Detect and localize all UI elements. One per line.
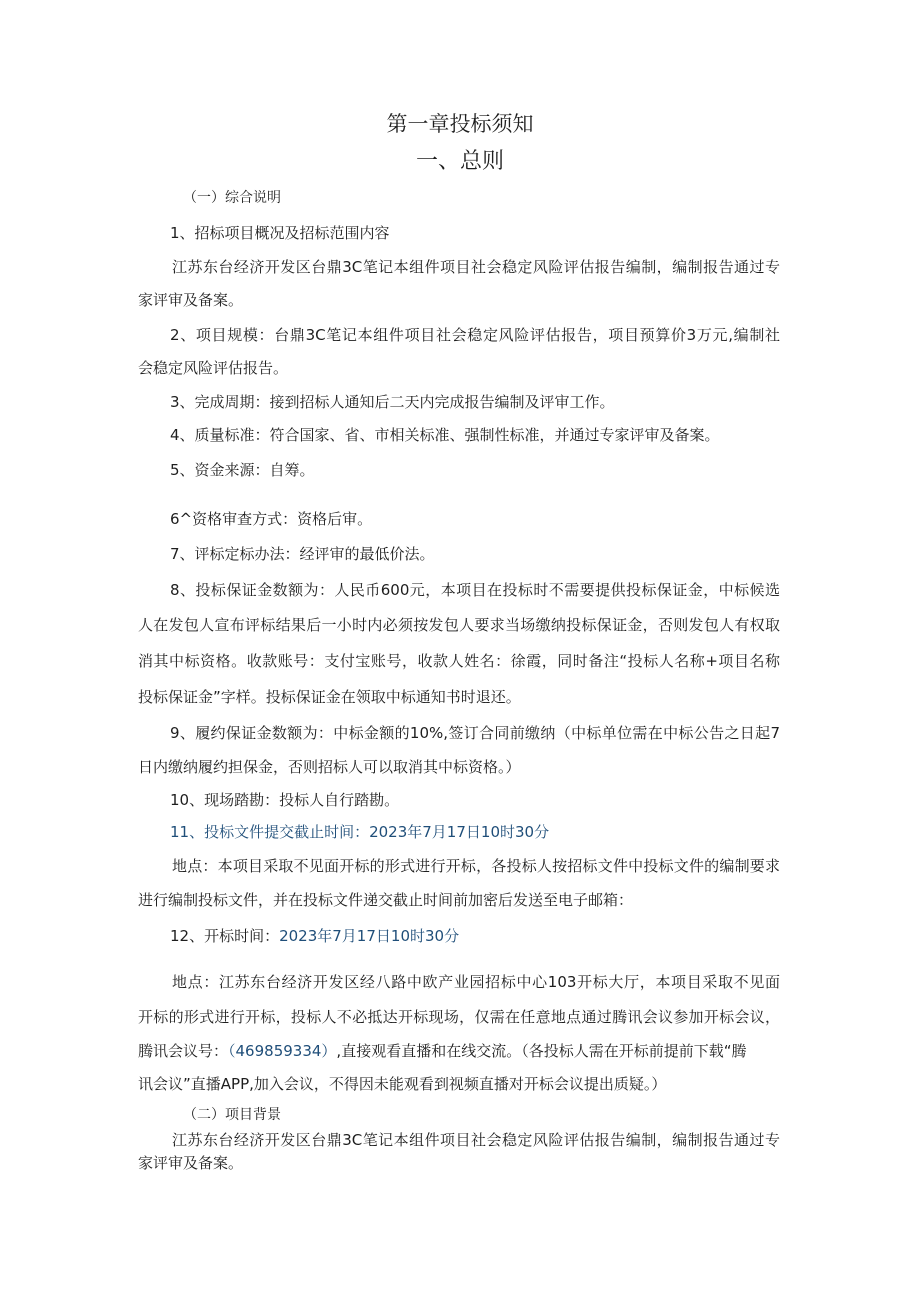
item1-heading: 1、招标项目概况及招标范围内容: [170, 224, 390, 242]
item10: 10、现场踏勘：投标人自行踏勘。: [170, 791, 400, 809]
item2-line2: 会稳定风险评估报告。: [138, 359, 289, 377]
item1-body-line2: 家评审及备案。: [138, 291, 244, 309]
item11-place-line1: 地点：本项目采取不见面开标的形式进行开标，各投标人按招标文件中投标文件的编制要求: [172, 857, 780, 875]
item6: 6^资格审查方式：资格后审。: [170, 510, 373, 528]
sub2-heading: （二）项目背景: [183, 1107, 281, 1123]
item12-place-line4: 讯会议”直播APP,加入会议，不得因未能观看到视频直播对开标会议提出质疑。）: [138, 1075, 667, 1093]
item12-line: [170, 926, 459, 946]
item8-line2: 人在发包人宣布评标结果后一小时内必须按发包人要求当场缴纳投标保证金，否则发包人有权取: [138, 616, 780, 634]
item11-line: [170, 822, 549, 842]
item9-line2: 日内缴纳履约担保金，否则招标人可以取消其中标资格。）: [138, 758, 521, 776]
item8-line4: 投标保证金”字样。投标保证金在领取中标通知书时退还。: [138, 688, 521, 706]
item7: 7、评标定标办法：经评审的最低价法。: [170, 545, 435, 563]
sub1-heading: （一）综合说明: [183, 190, 281, 206]
item9-line1: 9、履约保证金数额为：中标金额的10%,签订合同前缴纳（中标单位需在中标公告之日起7: [170, 724, 780, 742]
background-line2: 家评审及备案。: [138, 1154, 244, 1172]
background-line1: 江苏东台经济开发区台鼎3C笔记本组件项目社会稳定风险评估报告编制，编制报告通过专: [172, 1131, 780, 1149]
item12-place-line2: 开标的形式进行开标，投标人不必抵达开标现场，仅需在任意地点通过腾讯会议参加开标会议，: [138, 1008, 780, 1026]
meeting-number: （469859334）: [228, 1042, 337, 1060]
item12-prefix: 12、开标时间：: [170, 927, 280, 945]
item8-line3: 消其中标资格。收款账号：支付宝账号，收款人姓名：徐霞，同时备注“投标人名称+项目名称: [138, 652, 780, 670]
meeting-label: 腾讯会议号：: [138, 1042, 229, 1060]
meeting-note: ,直接观看直播和在线交流。（各投标人需在开标前提前下载“腾: [336, 1042, 747, 1060]
item11-place-line2: 进行编制投标文件，并在投标文件递交截止时间前加密后发送至电子邮箱：: [138, 891, 634, 909]
item11-deadline: 2023年7月17日10时30分: [369, 823, 550, 841]
item8-line1: 8、投标保证金数额为：人民币600元，本项目在投标时不需要提供投标保证金，中标候选: [170, 581, 780, 599]
item4: 4、质量标准：符合国家、省、市相关标准、强制性标准，并通过专家评审及备案。: [170, 426, 720, 444]
item5: 5、资金来源：自筹。: [170, 461, 315, 479]
chapter-title: 第一章投标须知: [386, 112, 534, 136]
item12-place-line1: 地点：江苏东台经济开发区经八路中欧产业园招标中心103开标大厅，本项目采取不见面: [172, 973, 780, 991]
item12-place-line3: [138, 1041, 780, 1061]
item12-opening-time: 2023年7月17日10时30分: [279, 927, 460, 945]
item2-line1: 2、项目规模：台鼎3C笔记本组件项目社会稳定风险评估报告，项目预算价3万元,编制社: [170, 326, 780, 344]
item3: 3、完成周期：接到招标人通知后二天内完成报告编制及评审工作。: [170, 393, 615, 411]
item1-body-line1: 江苏东台经济开发区台鼎3C笔记本组件项目社会稳定风险评估报告编制，编制报告通过专: [172, 258, 780, 276]
section-title: 一、总则: [415, 149, 504, 174]
item11-prefix: 11、投标文件提交截止时间：: [170, 823, 370, 841]
